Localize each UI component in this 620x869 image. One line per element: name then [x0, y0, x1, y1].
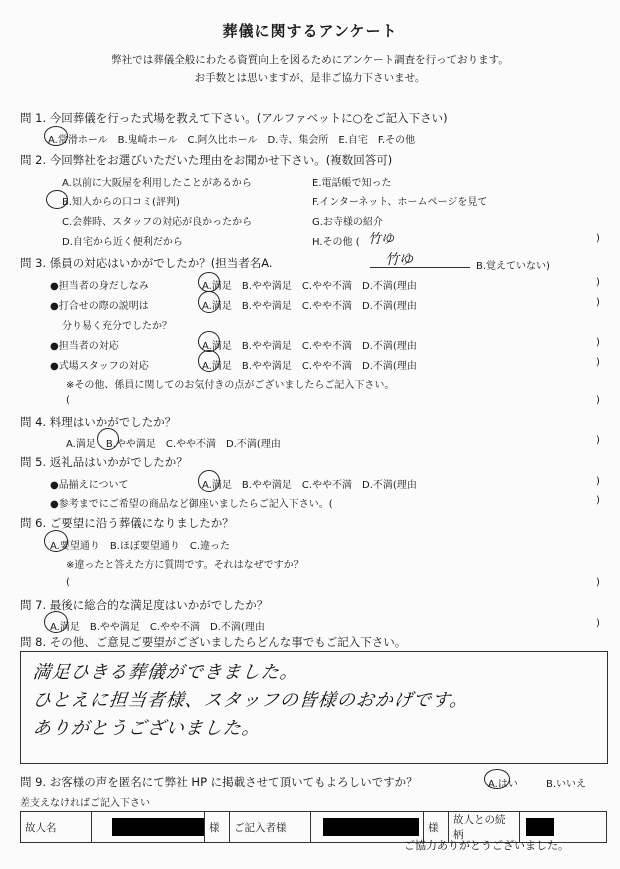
q3-item-1-paren: )	[596, 277, 600, 288]
circle-mark-q5	[198, 470, 220, 492]
q7-paren: )	[596, 618, 600, 629]
q5-item-1-scale: A.満足 B.やや満足 C.やや不満 D.不満(理由	[202, 480, 417, 491]
q5-item-2-label: ●参考までにご希望の商品など御座いましたらご記入下さい。(	[50, 499, 333, 510]
circle-mark-q3-2	[198, 291, 220, 313]
question-4: 問 4. 料理はいかがでしたか？	[20, 415, 177, 429]
closing-thanks: ご協力ありがとうございました。	[404, 839, 569, 852]
q3-not-remember: B.覚えていない)	[476, 261, 550, 272]
q6-note: ※違ったと答えた方に質問です。それはなぜですか？	[66, 560, 304, 571]
question-6: 問 6. ご要望に沿う葬儀になりましたか？	[20, 516, 234, 530]
q6-note-paren-close: )	[596, 577, 600, 588]
q3-item-4-scale: A.満足 B.やや満足 C.やや不満 D.不満(理由	[202, 361, 417, 372]
q5-item-1-paren: )	[596, 476, 600, 487]
q2-option-e: E.電話帳で知った	[312, 178, 392, 189]
q6-note-paren-open: (	[66, 577, 70, 588]
q4-options: A.満足 B.やや満足 C.やや不満 D.不満(理由	[66, 439, 281, 450]
circle-mark-q3-4	[198, 350, 220, 372]
q3-item-1-scale: A.満足 B.やや満足 C.やや不満 D.不満(理由	[202, 281, 417, 292]
relationship-label: 故人との続柄	[449, 812, 520, 843]
page-title: 葬儀に関するアンケート	[222, 22, 398, 40]
q2-option-a: A.以前に大阪屋を利用したことがあるから	[62, 178, 252, 189]
q2-close-paren: )	[596, 233, 600, 244]
circle-mark-q3-3	[198, 331, 220, 352]
intro-line-1: 弊社では葬儀全般にわたる資質向上を図るためにアンケート調査を行っております。	[111, 54, 509, 66]
redaction-bar	[323, 818, 419, 836]
q5-item-1-label: ●品揃えについて	[50, 480, 129, 491]
q3-item-3-label: ●担当者の対応	[50, 341, 119, 352]
circle-mark-q2	[46, 190, 68, 209]
q9-option-a: A.はい	[488, 779, 518, 790]
question-8: 問 8. その他、ご意見ご要望がございましたらどんな事でもご記入下さい。	[20, 635, 407, 649]
respondent-label: ご記入者様	[230, 812, 311, 843]
q2-option-d: D.自宅から近く便利だから	[62, 237, 183, 248]
circle-mark-q1	[44, 126, 68, 146]
q2-option-h: H.その他 (	[312, 237, 360, 248]
comment-line-3: ありがとうございました。	[31, 718, 262, 739]
q2-option-g: G.お寺様の紹介	[312, 217, 383, 228]
q6-options: A.要望通り B.ほぼ要望通り C.違った	[50, 541, 231, 552]
q3-item-2-label: ●打合せの際の説明は	[50, 301, 149, 312]
q2-other-handwritten: 竹ゆ	[368, 232, 395, 247]
circle-mark-q6	[44, 530, 68, 552]
q3-staff-name-handwritten: 竹ゆ	[385, 252, 413, 268]
q3-item-3-paren: )	[596, 337, 600, 348]
comment-box	[20, 651, 608, 764]
q3-note-paren-open: (	[66, 395, 70, 406]
q3-item-4-label: ●式場スタッフの対応	[50, 361, 149, 372]
intro-line-2: お手数とは思いますが、是非ご協力下さいませ。	[194, 72, 426, 84]
q3-item-3-scale: A.満足 B.やや満足 C.やや不満 D.不満(理由	[202, 341, 417, 352]
question-3: 問 3. 係員の対応はいかがでしたか？(担当者名A.	[20, 256, 273, 270]
q9-option-b: B.いいえ	[546, 779, 587, 790]
q5-item-2-paren: )	[596, 495, 600, 506]
q4-paren: )	[596, 435, 600, 446]
q7-options: A.満足 B.やや満足 C.やや不満 D.不満(理由	[50, 622, 265, 633]
q2-option-c: C.会葬時、スタッフの対応が良かったから	[62, 217, 253, 228]
q3-item-1-label: ●担当者の身だしなみ	[50, 281, 149, 292]
q3-item-2-scale: A.満足 B.やや満足 C.やや不満 D.不満(理由	[202, 301, 417, 312]
question-2: 問 2. 今回弊社をお選びいただいた理由をお聞かせ下さい。(複数回答可)	[20, 153, 393, 167]
q3-note-paren-close: )	[596, 395, 600, 406]
q3-item-2-sub: 分り易く充分でしたか？	[62, 321, 172, 332]
question-1: 問 1. 今回葬儀を行った式場を教えて下さい。(アルファベットに○をご記入下さい)	[20, 111, 448, 125]
comment-line-1: 満足ひきる葬儀ができました。	[31, 662, 300, 683]
sama-1: 様	[205, 812, 230, 843]
q1-options: A.常滑ホール B.鬼崎ホール C.阿久比ホール D.寺、集会所 E.自宅 F.その他	[48, 135, 416, 146]
circle-mark-q4	[97, 428, 119, 450]
q9-note: 差支えなければご記入下さい	[20, 798, 150, 809]
question-9: 問 9. お客様の声を匿名にて弊社 HP に掲載させて頂いてもよろしいですか？	[20, 775, 418, 789]
q3-item-2-paren: )	[596, 297, 600, 308]
comment-line-2: ひとえに担当者様、スタッフの皆様のおかげです。	[31, 690, 470, 711]
q2-option-f: F.インターネット、ホームページを見て	[312, 197, 488, 208]
question-7: 問 7. 最後に総合的な満足度はいかがでしたか？	[20, 598, 269, 612]
question-5: 問 5. 返礼品はいかがでしたか？	[20, 455, 188, 469]
q2-option-b: B.知人からの口コミ(評判)	[62, 197, 180, 208]
q3-note: ※その他、係員に関してのお気付きの点がございましたらご記入下さい。	[66, 380, 395, 391]
circle-mark-q7	[44, 611, 68, 633]
q3-name-underline	[370, 267, 470, 268]
deceased-name-cell	[92, 812, 205, 843]
sama-2: 様	[424, 812, 449, 843]
q3-item-4-paren: )	[596, 357, 600, 368]
redaction-bar	[526, 818, 554, 836]
circle-mark-q9	[484, 769, 510, 789]
circle-mark-q3-1	[198, 272, 220, 292]
deceased-name-label: 故人名	[21, 812, 92, 843]
redaction-bar	[112, 818, 204, 836]
